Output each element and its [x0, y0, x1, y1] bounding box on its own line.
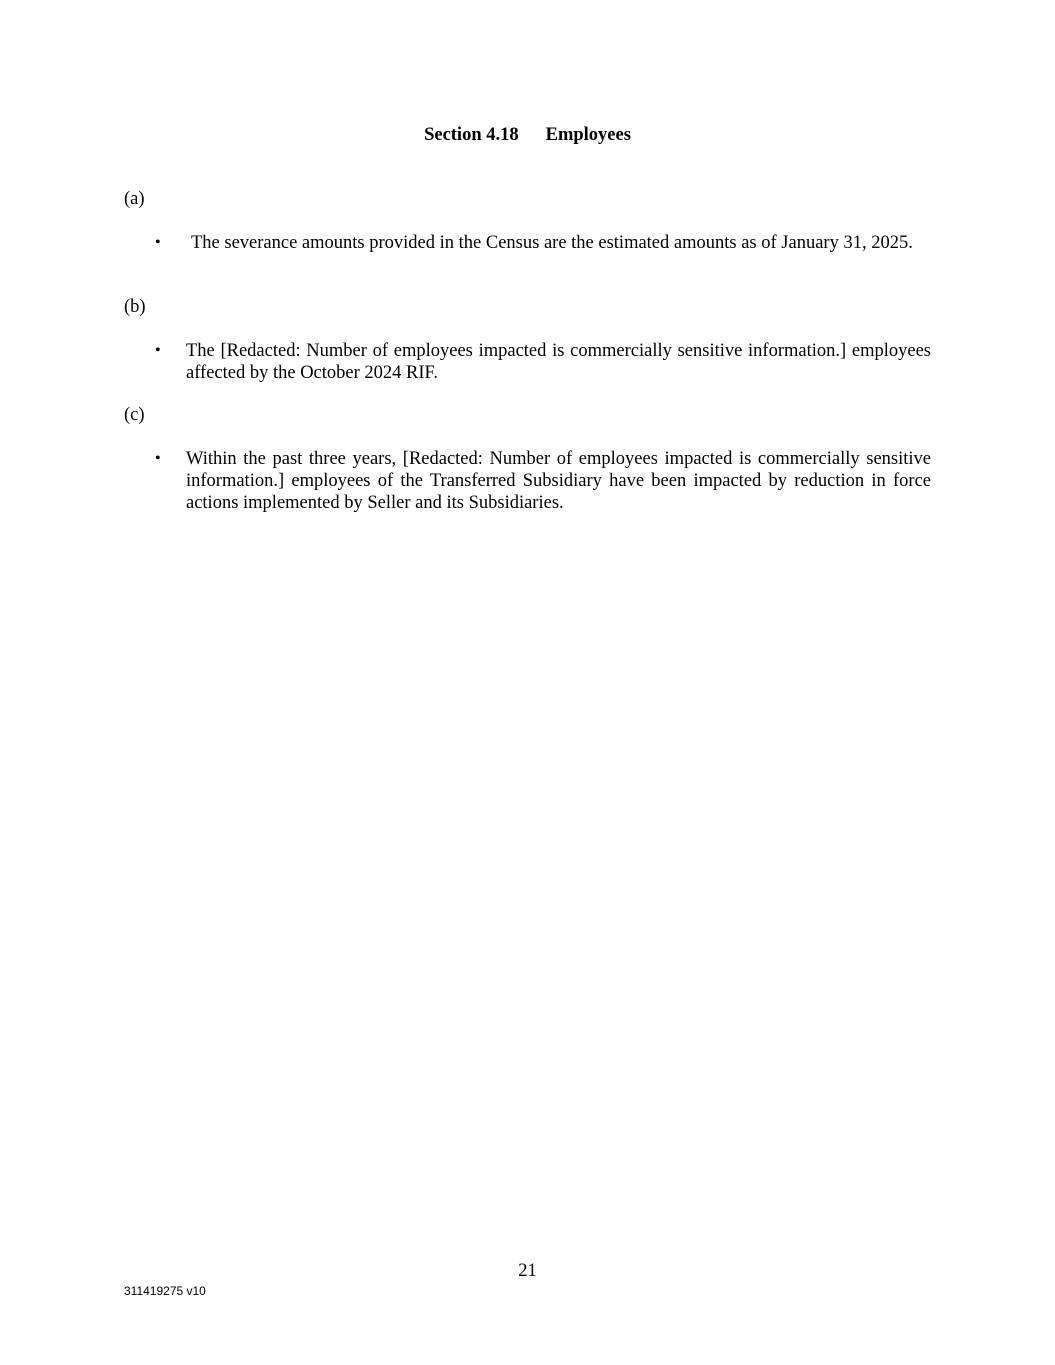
- subsection-label-a: (a): [124, 189, 145, 209]
- section-number: Section 4.18: [424, 125, 519, 145]
- document-id: 311419275 v10: [124, 1284, 206, 1298]
- bullet-icon: •: [155, 234, 161, 251]
- section-heading: [0, 124, 1055, 146]
- section-title: Employees: [545, 125, 631, 145]
- bullet-icon: •: [155, 342, 161, 359]
- subsection-label-b: (b): [124, 297, 146, 317]
- page-number: 21: [518, 1261, 537, 1281]
- subsection-label-c: (c): [124, 405, 145, 425]
- bullet-text-c: Within the past three years, [Redacted: Number of employees impacted is commercially sensitive information.] employees of the Transferred Subsidiary have been impacted by reduction in force actions implemented by Seller and its Subsidiaries.: [186, 449, 931, 513]
- bullet-text-a: The severance amounts provided in the Census are the estimated amounts as of January 31, 2025.: [191, 233, 913, 253]
- bullet-text-b: The [Redacted: Number of employees impacted is commercially sensitive information.] employees affected by the October 2024 RIF.: [186, 341, 931, 383]
- bullet-icon: •: [155, 450, 161, 467]
